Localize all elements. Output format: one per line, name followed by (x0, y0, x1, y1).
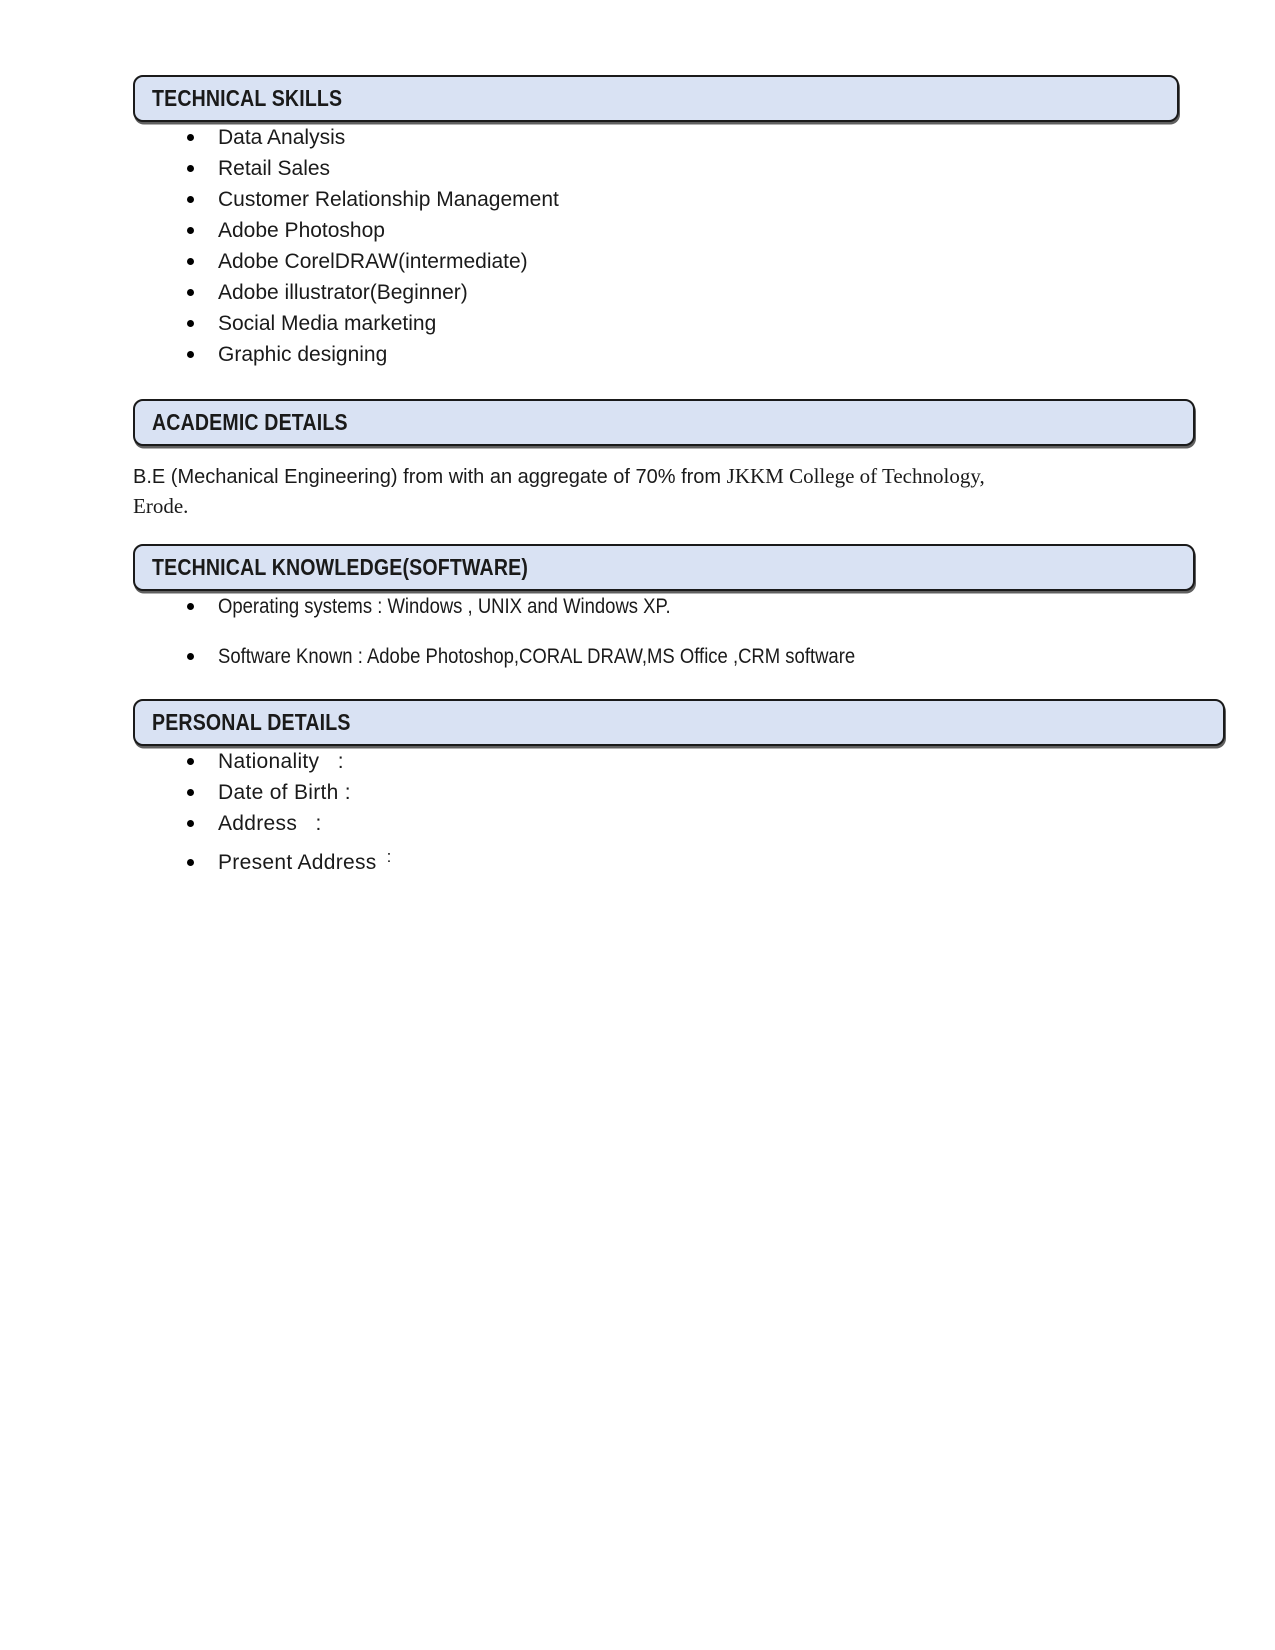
skill-list-item (133, 122, 1275, 153)
skill-list-item (133, 308, 1275, 339)
section-title-technical-knowledge: TECHNICAL KNOWLEDGE(SOFTWARE) (152, 554, 529, 580)
technical-skills-list (133, 122, 1275, 370)
personal-detail-label: Address (218, 812, 298, 835)
software-label: Operating systems : Windows , UNIX and Windows XP. (218, 595, 671, 618)
skill-list-item (133, 184, 1275, 215)
section-header-personal-details (133, 699, 1225, 746)
section-header-academic-details (133, 399, 1195, 446)
personal-detail-label: Nationality (218, 750, 320, 773)
skill-label: Adobe Photoshop (218, 219, 385, 242)
college-text: JKKM College of Technology, (726, 464, 985, 488)
personal-detail-colon: : (319, 750, 344, 773)
personal-details-list (133, 746, 1275, 879)
technical-knowledge-list (133, 591, 1275, 672)
personal-detail-colon: : (376, 847, 392, 866)
section-header-technical-skills (133, 75, 1179, 122)
software-label: Software Known : Adobe Photoshop,CORAL DRAW,MS Office ,CRM software (218, 645, 856, 668)
personal-detail-item (133, 808, 1275, 839)
personal-detail-colon: : (338, 781, 351, 804)
skill-label: Social Media marketing (218, 312, 437, 335)
college-city-text: Erode. (133, 494, 189, 518)
skill-label: Retail Sales (218, 157, 331, 180)
skill-label: Graphic designing (218, 343, 388, 366)
skill-list-item (133, 215, 1275, 246)
degree-text: B.E (Mechanical Engineering) from with an aggregate of 70% from (133, 466, 727, 488)
personal-detail-item (133, 746, 1275, 777)
skill-label: Data Analysis (218, 126, 346, 149)
section-header-technical-knowledge (133, 544, 1195, 591)
skill-list-item (133, 153, 1275, 184)
personal-detail-item (133, 847, 1275, 879)
software-list-item (133, 591, 1275, 622)
skill-label: Customer Relationship Management (218, 188, 559, 211)
skill-list-item (133, 246, 1275, 277)
personal-detail-label: Present Address (218, 851, 377, 874)
software-list-item (133, 641, 1275, 672)
personal-detail-item (133, 777, 1275, 808)
section-title-technical-skills: TECHNICAL SKILLS (152, 85, 343, 111)
section-title-personal-details: PERSONAL DETAILS (152, 709, 351, 735)
skill-list-item (133, 339, 1275, 370)
skill-label: Adobe illustrator(Beginner) (218, 281, 468, 304)
skill-label: Adobe CorelDRAW(intermediate) (218, 250, 528, 273)
personal-detail-label: Date of Birth (218, 781, 339, 804)
personal-detail-colon: : (297, 812, 322, 835)
section-title-academic-details: ACADEMIC DETAILS (152, 409, 348, 435)
skill-list-item (133, 277, 1275, 308)
academic-details-text (133, 462, 1093, 522)
